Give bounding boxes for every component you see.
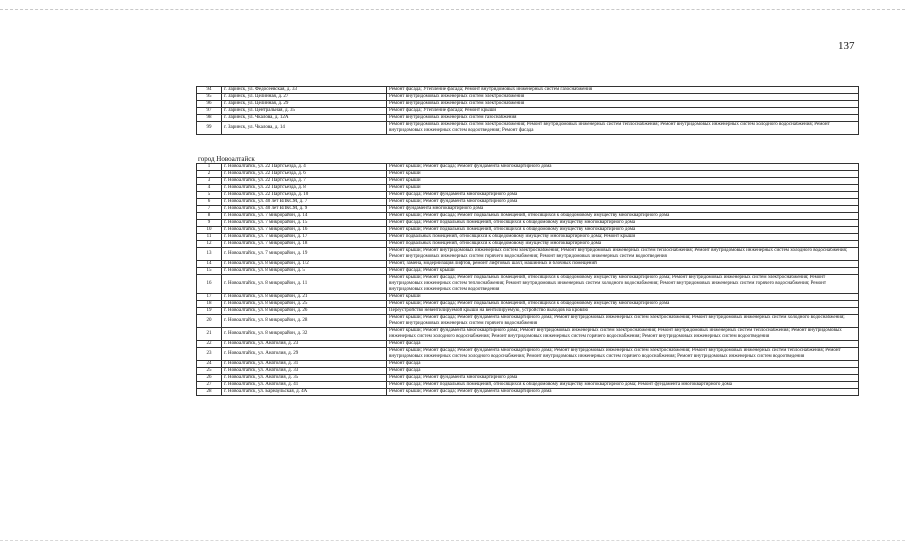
scan-artifact-top <box>0 9 905 10</box>
row-number: 11 <box>197 234 222 241</box>
row-address: г. Новоалтайск, ул. Анатолия, д. 41 <box>222 382 387 389</box>
table-row <box>197 261 859 268</box>
row-address: г. Новоалтайск, ул. 8 микрорайон, д. 26 <box>222 308 387 315</box>
row-number: 5 <box>197 192 222 199</box>
row-works: Ремонт фасада <box>387 368 859 375</box>
row-address: г. Новоалтайск, ул. 8 микрорайон, д. 25 <box>222 301 387 308</box>
row-address: г. Новоалтайск, ул. Анатолия, д. 31 <box>222 361 387 368</box>
row-works: Ремонт крыши; Ремонт фасада; Ремонт фундамента многоквартирного дома; Ремонт внутридомовых инженерных систем электроснабжения; Ремонт внутридомовых инженерных систем теплоснабжения; Ремонт внутридомовых инженерных систем холодного водоснабжения; Ремонт внутридомовых инженерных систем горячего водоснабжения; Ремонт внутридомовых инженерных систем водоотведения <box>387 348 859 361</box>
row-address: г. Новоалтайск, ул. 22 Партсъезда, д. 10 <box>222 192 387 199</box>
row-address: г. Новоалтайск, ул. 8 микрорайон, д. 28 <box>222 315 387 328</box>
row-address: г. Новоалтайск, ул. 8 микрорайон, д. 11 <box>222 275 387 294</box>
table-row <box>197 348 859 361</box>
row-works: Ремонт фасада; Утепление фасада; Ремонт крыши <box>387 108 859 115</box>
row-address: г. Новоалтайск, ул. 8 микрорайон, д. 1/2 <box>222 261 387 268</box>
table-row <box>197 178 859 185</box>
row-address: г. Новоалтайск, ул. Анатолия, д. 23 <box>222 341 387 348</box>
table-row <box>197 164 859 171</box>
row-address: г. Новоалтайск, ул. Барнаульская, д. 4А <box>222 389 387 396</box>
row-works: Ремонт крыши; Ремонт фундамента многоквартирного дома; Ремонт внутридомовых инженерных систем электроснабжения; Ремонт внутридомовых инженерных систем теплоснабжения; Ремонт внутридомовых инженерных систем холодного водоснабжения; Ремонт внутридомовых инженерных систем горячего водоснабжения; Ремонт внутридомовых инженерных систем водоотведения <box>387 328 859 341</box>
row-number: 8 <box>197 213 222 220</box>
row-works: Ремонт, замена, модернизация лифтов, ремонт лифтовых шахт, машинных и блочных помещений <box>387 261 859 268</box>
row-number: 15 <box>197 268 222 275</box>
row-number: 26 <box>197 375 222 382</box>
row-number: 6 <box>197 199 222 206</box>
table-row <box>197 94 859 101</box>
row-number: 7 <box>197 206 222 213</box>
table-row <box>197 234 859 241</box>
row-works: Ремонт крыши; Ремонт фасада; Ремонт фундамента многоквартирного дома <box>387 389 859 396</box>
table-row <box>197 294 859 301</box>
row-number: 95 <box>197 94 222 101</box>
row-address: г. Новоалтайск, ул. 7 микрорайон, д. 15 <box>222 220 387 227</box>
table-row <box>197 206 859 213</box>
row-address: г. Заринск, ул. Федосеевская, д. 33 <box>222 87 387 94</box>
row-number: 21 <box>197 328 222 341</box>
table-row <box>197 389 859 396</box>
row-address: г. Новоалтайск, ул. 8 микрорайон, д. 5 <box>222 268 387 275</box>
row-number: 18 <box>197 301 222 308</box>
table-row <box>197 361 859 368</box>
row-address: г. Заринск, ул. Центральная, д. 35 <box>222 108 387 115</box>
table-row <box>197 101 859 108</box>
row-address: г. Новоалтайск, ул. 7 микрорайон, д. 19 <box>222 248 387 261</box>
table-row <box>197 368 859 375</box>
table-row <box>197 220 859 227</box>
row-address: г. Новоалтайск, ул. 7 микрорайон, д. 16 <box>222 227 387 234</box>
row-works: Ремонт фасада; Ремонт подвальных помещений, относящихся к общедомовому имуществу многоквартирного дома <box>387 220 859 227</box>
table-row <box>197 241 859 248</box>
row-address: г. Новоалтайск, ул. Анатолия, д. 29 <box>222 348 387 361</box>
row-works: Ремонт фасада; Ремонт фундамента многоквартирного дома <box>387 375 859 382</box>
row-works: Ремонт крыши; Ремонт фасада; Ремонт подвальных помещений, относящихся к общедомовому имуществу многоквартирного дома <box>387 213 859 220</box>
row-works: Ремонт крыши <box>387 171 859 178</box>
row-works: Ремонт фасада; Ремонт подвальных помещений, относящихся к общедомовому имуществу многоквартирного дома; Ремонт фундамента многоквартирного дома <box>387 382 859 389</box>
zarinsk-table <box>196 86 859 135</box>
table-row <box>197 315 859 328</box>
table-row <box>197 185 859 192</box>
row-number: 20 <box>197 315 222 328</box>
row-address: г. Новоалтайск, ул. 7 микрорайон, д. 14 <box>222 213 387 220</box>
table-row <box>197 171 859 178</box>
row-works: Ремонт фасада; Утепление фасада; Ремонт внутридомовых инженерных систем газоснабжения <box>387 87 859 94</box>
row-works: Ремонт внутридомовых инженерных систем газоснабжения <box>387 115 859 122</box>
row-number: 99 <box>197 122 222 135</box>
table-row <box>197 341 859 348</box>
row-number: 13 <box>197 248 222 261</box>
row-works: Ремонт подвальных помещений, относящихся к общедомовому имуществу многоквартирного дома <box>387 241 859 248</box>
table-row <box>197 87 859 94</box>
table-row <box>197 268 859 275</box>
row-number: 2 <box>197 171 222 178</box>
table-row <box>197 328 859 341</box>
table-row <box>197 199 859 206</box>
row-address: г. Заринск, ул. Целинная, д. 27 <box>222 94 387 101</box>
row-address: г. Заринск, ул. Чкалова, д. 12А <box>222 115 387 122</box>
row-works: Ремонт крыши <box>387 294 859 301</box>
row-number: 98 <box>197 115 222 122</box>
row-works: Ремонт фасада <box>387 361 859 368</box>
row-works: Ремонт крыши; Ремонт фундамента многоквартирного дома <box>387 199 859 206</box>
table-row <box>197 115 859 122</box>
row-address: г. Новоалтайск, ул. Анатолия, д. 33 <box>222 368 387 375</box>
row-number: 14 <box>197 261 222 268</box>
row-address: г. Заринск, ул. Чкалова, д. 14 <box>222 122 387 135</box>
row-number: 27 <box>197 382 222 389</box>
table-row <box>197 108 859 115</box>
row-number: 17 <box>197 294 222 301</box>
table-row <box>197 192 859 199</box>
row-number: 24 <box>197 361 222 368</box>
row-address: г. Новоалтайск, ул. 7 микрорайон, д. 17 <box>222 234 387 241</box>
table-row <box>197 213 859 220</box>
table-row <box>197 275 859 294</box>
row-address: г. Новоалтайск, ул. Анатолия, д. 35 <box>222 375 387 382</box>
page-number: 137 <box>838 40 855 52</box>
row-works: Ремонт внутридомовых инженерных систем электроснабжения <box>387 101 859 108</box>
row-works: Переустройство невентилируемой крыши на вентилируемую, устройство выходов на кровлю <box>387 308 859 315</box>
novoaltaisk-table <box>196 163 859 396</box>
row-number: 25 <box>197 368 222 375</box>
row-works: Ремонт фасада; Ремонт фундамента многоквартирного дома <box>387 192 859 199</box>
row-address: г. Новоалтайск, ул. 8 микрорайон, д. 32 <box>222 328 387 341</box>
row-address: г. Новоалтайск, ул. 22 Партсъезда, д. 8 <box>222 185 387 192</box>
row-works: Ремонт подвальных помещений, относящихся к общедомовому имуществу многоквартирного дома; Ремонт крыши <box>387 234 859 241</box>
row-address: г. Новоалтайск, ул. 8 микрорайон, д. 21 <box>222 294 387 301</box>
table-row <box>197 382 859 389</box>
row-works: Ремонт крыши; Ремонт фасада; Ремонт фундамента многоквартирного дома; Ремонт внутридомовых инженерных систем электроснабжения; Ремонт внутридомовых инженерных систем холодного водоснабжения; Ремонт внутридомовых инженерных систем горячего водоснабжения <box>387 315 859 328</box>
row-number: 97 <box>197 108 222 115</box>
row-address: г. Новоалтайск, ул. 22 Партсъезда, д. 4 <box>222 164 387 171</box>
row-number: 96 <box>197 101 222 108</box>
table-row <box>197 122 859 135</box>
row-number: 1 <box>197 164 222 171</box>
row-number: 10 <box>197 227 222 234</box>
row-number: 28 <box>197 389 222 396</box>
row-works: Ремонт крыши; Ремонт фасада; Ремонт подвальных помещений, относящихся к общедомовому имуществу многоквартирного дома <box>387 301 859 308</box>
row-number: 19 <box>197 308 222 315</box>
row-address: г. Новоалтайск, ул. 40 лет ВЛКСМ, д. 7 <box>222 199 387 206</box>
row-works: Ремонт крыши; Ремонт фасада; Ремонт подвальных помещений, относящихся к общедомовому имуществу многоквартирного дома; Ремонт внутридомовых инженерных систем электроснабжения; Ремонт внутридомовых инженерных систем теплоснабжения; Ремонт внутридомовых инженерных систем холодного водоснабжения; Ремонт внутридомовых инженерных систем горячего водоснабжения; Ремонт внутридомовых инженерных систем водоотведения <box>387 275 859 294</box>
row-works: Ремонт крыши <box>387 185 859 192</box>
row-works: Ремонт фасада <box>387 341 859 348</box>
row-number: 3 <box>197 178 222 185</box>
row-address: г. Новоалтайск, ул. 7 микрорайон, д. 18 <box>222 241 387 248</box>
row-number: 94 <box>197 87 222 94</box>
section-title: город Новоалтайск <box>198 155 255 163</box>
row-works: Ремонт фундамента многоквартирного дома <box>387 206 859 213</box>
table-row <box>197 308 859 315</box>
table-row <box>197 248 859 261</box>
row-address: г. Новоалтайск, ул. 22 Партсъезда, д. 7 <box>222 178 387 185</box>
row-number: 22 <box>197 341 222 348</box>
table-row <box>197 227 859 234</box>
row-works: Ремонт крыши <box>387 178 859 185</box>
row-address: г. Новоалтайск, ул. 22 Партсъезда, д. 6 <box>222 171 387 178</box>
table-row <box>197 375 859 382</box>
row-works: Ремонт внутридомовых инженерных систем электроснабжения <box>387 94 859 101</box>
row-address: г. Заринск, ул. Целинная, д. 29 <box>222 101 387 108</box>
row-number: 16 <box>197 275 222 294</box>
row-number: 12 <box>197 241 222 248</box>
table-row <box>197 301 859 308</box>
scan-artifact-bottom <box>0 540 905 541</box>
row-number: 23 <box>197 348 222 361</box>
row-works: Ремонт крыши; Ремонт внутридомовых инженерных систем электроснабжения; Ремонт внутридомовых инженерных систем теплоснабжения; Ремонт внутридомовых инженерных систем холодного водоснабжения; Ремонт внутридомовых инженерных систем горячего водоснабжения; Ремонт внутридомовых инженерных систем водоотведения <box>387 248 859 261</box>
row-works: Ремонт фасада; Ремонт крыши <box>387 268 859 275</box>
row-works: Ремонт внутридомовых инженерных систем электроснабжения; Ремонт внутридомовых инженерных систем теплоснабжения; Ремонт внутридомовых инженерных систем холодного водоснабжения; Ремонт внутридомовых инженерных систем водоотведения; Ремонт фасада <box>387 122 859 135</box>
row-address: г. Новоалтайск, ул. 40 лет ВЛКСМ, д. 9 <box>222 206 387 213</box>
row-works: Ремонт крыши; Ремонт подвальных помещений, относящихся к общедомовому имуществу многоквартирного дома <box>387 227 859 234</box>
row-works: Ремонт крыши; Ремонт фасада; Ремонт фундамента многоквартирного дома <box>387 164 859 171</box>
row-number: 9 <box>197 220 222 227</box>
row-number: 4 <box>197 185 222 192</box>
